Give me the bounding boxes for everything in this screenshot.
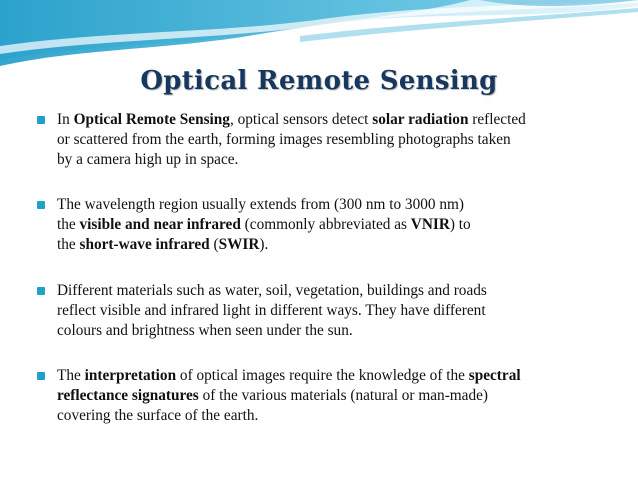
- bullet-line: colours and brightness when seen under the sun.: [57, 322, 353, 339]
- bullet-line: or scattered from the earth, forming images resembling photographs taken: [57, 131, 511, 148]
- bold-term: SWIR: [218, 236, 260, 253]
- bullet-line: covering the surface of the earth.: [57, 407, 259, 424]
- bold-term: visible and near infrared: [79, 216, 241, 233]
- text-run: In: [57, 111, 74, 128]
- bold-term: solar radiation: [372, 111, 469, 128]
- bullet-text: [57, 195, 609, 255]
- bullet-line: [57, 110, 609, 130]
- slide-title: Optical Remote Sensing: [140, 66, 498, 96]
- bullet-line: [57, 215, 609, 235]
- bold-term: VNIR: [410, 216, 450, 233]
- bullet-text: [57, 110, 609, 170]
- bullet-line: Different materials such as water, soil, vegetation, buildings and roads: [57, 282, 487, 299]
- bullet-line: reflect visible and infrared light in different ways. They have different: [57, 302, 486, 319]
- bullet-line: [57, 386, 609, 406]
- text-run: The: [57, 367, 85, 384]
- square-bullet-icon: [37, 287, 45, 295]
- text-run: the: [57, 216, 80, 233]
- bullet-line: [57, 366, 609, 386]
- text-run: ) to: [449, 216, 471, 233]
- bullet-line: The wavelength region usually extends from (300 nm to 3000 nm): [57, 196, 464, 213]
- bold-term: short-wave infrared: [79, 236, 210, 253]
- bold-term: reflectance signatures: [57, 387, 199, 404]
- square-bullet-icon: [37, 116, 45, 124]
- text-run: ).: [259, 236, 269, 253]
- text-run: , optical sensors detect: [229, 111, 373, 128]
- text-run: (: [209, 236, 219, 253]
- text-run: the: [57, 236, 80, 253]
- text-run: of optical images require the knowledge of the: [176, 367, 469, 384]
- bullet-line: [57, 235, 609, 255]
- text-run: of the various materials (natural or man-made): [198, 387, 489, 404]
- bold-term: spectral: [468, 367, 521, 384]
- text-run: reflected: [468, 111, 526, 128]
- text-run: (commonly abbreviated as: [240, 216, 411, 233]
- bullet-line: by a camera high up in space.: [57, 151, 239, 168]
- square-bullet-icon: [37, 201, 45, 209]
- bullet-text: [57, 281, 609, 341]
- bold-term: interpretation: [84, 367, 177, 384]
- bullet-text: [57, 366, 609, 426]
- bold-term: Optical Remote Sensing: [73, 111, 230, 128]
- square-bullet-icon: [37, 372, 45, 380]
